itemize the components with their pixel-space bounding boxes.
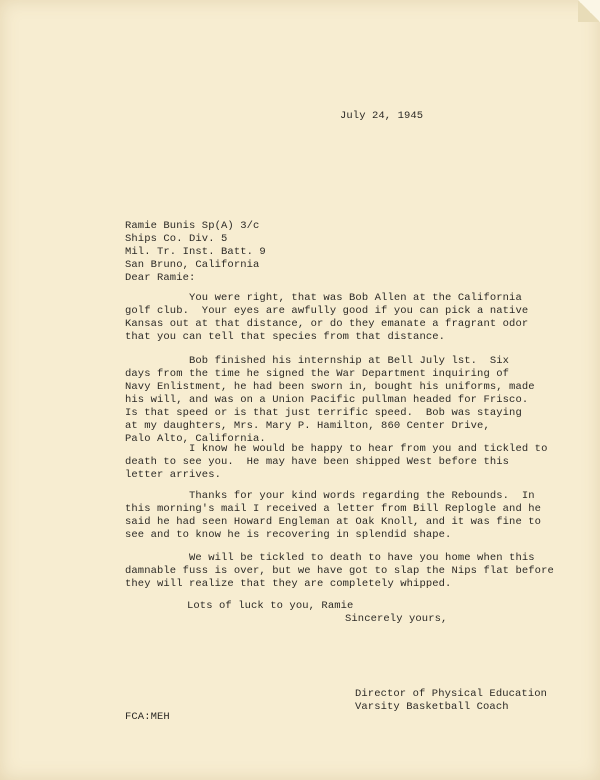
body-paragraph: Bob finished his internship at Bell July lst. Six days from the time he signed the War Department inquiring of Navy Enlistment, he had been sworn in, bought his uniforms, made his will, and was on a Union Pacific pullman headed for Frisco. Is that speed or is that just terrific speed. Bob was staying at my daughters, Mrs. Mary P. Hamilton, 860 Center Drive, Palo Alto, California. — [125, 355, 535, 445]
reference-initials: FCA:MEH — [125, 711, 170, 723]
closing-line: Lots of luck to you, Ramie — [187, 600, 354, 612]
address-line: Ships Co. Div. 5 — [125, 233, 228, 245]
salutation: Dear Ramie: — [125, 272, 196, 284]
address-line: San Bruno, California — [125, 259, 260, 271]
sign-off: Sincerely yours, — [345, 613, 448, 625]
address-line: Ramie Bunis Sp(A) 3/c — [125, 220, 260, 232]
address-line: Mil. Tr. Inst. Batt. 9 — [125, 246, 266, 258]
signature-title — [355, 688, 547, 714]
body-paragraph: You were right, that was Bob Allen at the California golf club. Your eyes are awfully good if you can pick a native Kansas out at that distance, or do they emanate a fragrant odor that you can tell that species from that distance. — [125, 292, 529, 343]
recipient-address — [125, 220, 266, 272]
title-line: Varsity Basketball Coach — [355, 701, 509, 713]
page-corner — [578, 0, 600, 22]
body-paragraph: I know he would be happy to hear from you and tickled to death to see you. He may have been shipped West before this letter arrives. — [125, 443, 548, 481]
body-paragraph: We will be tickled to death to have you home when this damnable fuss is over, but we have got to slap the Nips flat before they will realize that they are completely whipped. — [125, 552, 554, 590]
body-paragraph: Thanks for your kind words regarding the Rebounds. In this morning's mail I received a letter from Bill Replogle and he said he had seen Howard Engleman at Oak Knoll, and it was fine to see and to know he is recovering in splendid shape. — [125, 490, 542, 541]
letter-date: July 24, 1945 — [340, 110, 424, 122]
title-line: Director of Physical Education — [355, 688, 548, 700]
